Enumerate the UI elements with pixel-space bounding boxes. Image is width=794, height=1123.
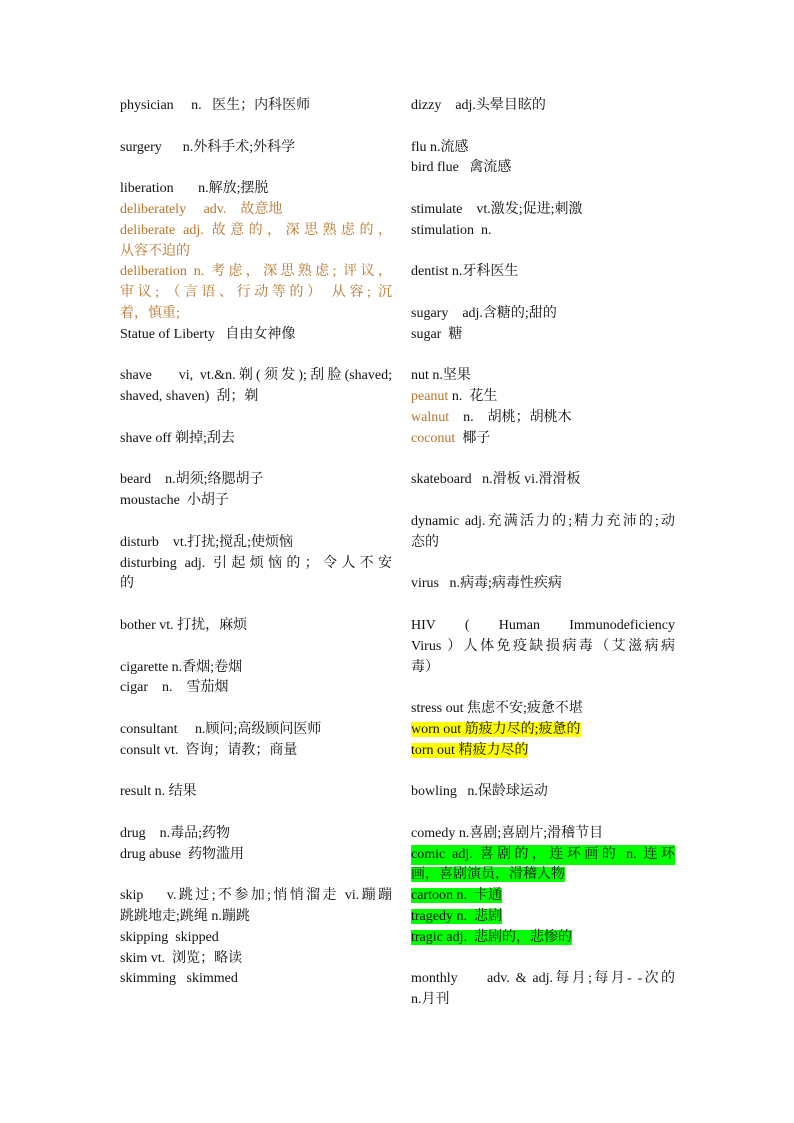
vocab-line: disturb vt.打扰;搅乱;使烦恼 — [120, 534, 294, 550]
vocab-line — [411, 408, 675, 429]
vocab-line: stress out 焦虑不安;疲惫不堪 — [411, 701, 583, 717]
vocab-line: liberation n.解放;摆脱 — [120, 181, 269, 197]
vocab-line: skip v.跳过;不参加;悄悄溜走 vi.蹦蹦 — [120, 888, 392, 904]
blank-line — [411, 117, 675, 138]
vocab-line: dentist n.牙科医生 — [411, 264, 519, 280]
vocab-line: monthly adv. & adj.每月;每月- -次的 — [411, 971, 675, 987]
vocab-line: skateboard n.滑板 vi.滑滑板 — [411, 472, 581, 488]
vocab-line: moustache 小胡子 — [120, 493, 229, 509]
vocab-line: bird flue 禽流感 — [411, 160, 512, 176]
vocab-line: drug abuse 药物滥用 — [120, 846, 245, 862]
blank-line — [120, 865, 392, 886]
vocab-line: bowling n.保龄球运动 — [411, 784, 548, 800]
vocab-line: bother vt. 打扰，麻烦 — [120, 617, 248, 633]
vocab-line: disturbing adj. 引起烦恼的；令人不安 — [120, 555, 392, 571]
vocab-line: 着，慎重; — [120, 305, 180, 321]
highlighted-text: worn out 筋疲力尽的;疲惫的 — [411, 721, 581, 737]
vocab-line: Statue of Liberty 自由女神像 — [120, 326, 296, 342]
vocab-line: surgery n.外科手术;外科学 — [120, 139, 296, 155]
vocab-line: 态的 — [411, 534, 439, 550]
highlighted-text: 画，喜剧演员，滑稽人物 — [411, 867, 565, 883]
blank-line — [411, 346, 675, 367]
blank-line — [120, 595, 392, 616]
vocab-line: flu n.流感 — [411, 139, 469, 155]
blank-line — [120, 699, 392, 720]
vocab-line: sugary adj.含糖的;甜的 — [411, 305, 557, 321]
blank-line — [120, 158, 392, 179]
vocab-line: 跳跳地走;跳绳 n.蹦跳 — [120, 909, 250, 925]
vocab-line: dynamic adj.充满活力的;精力充沛的;动 — [411, 513, 675, 529]
highlighted-text: comic adj. 喜剧的，连环画的 n. 连环 — [411, 845, 675, 866]
blank-line — [120, 762, 392, 783]
blank-line — [411, 595, 675, 616]
blank-line — [120, 408, 392, 429]
vocab-line — [411, 387, 675, 408]
vocab-line: 审议; （言语、行动等的） 从容; 沉 — [120, 285, 392, 301]
vocab-line: nut n.坚果 — [411, 368, 471, 384]
vocab-line: n.月刊 — [411, 992, 450, 1008]
vocab-line: comedy n.喜剧;喜剧片;滑稽节目 — [411, 825, 604, 841]
blank-line — [411, 179, 675, 200]
blank-line — [411, 283, 675, 304]
right-vocab-column — [411, 96, 675, 1011]
headword: peanut — [411, 389, 449, 405]
vocab-line: drug n.毒品;药物 — [120, 825, 231, 841]
vocab-line: 从容不迫的 — [120, 243, 190, 259]
definition: n. 花生 — [448, 389, 498, 405]
vocab-line: shave off 剃掉;刮去 — [120, 430, 235, 446]
definition: 椰子 — [455, 430, 491, 446]
headword: coconut — [411, 430, 456, 446]
vocab-line — [411, 865, 675, 886]
highlighted-text: torn out 精疲力尽的 — [411, 742, 529, 758]
vocab-line: 的 — [120, 576, 134, 592]
blank-line — [120, 512, 392, 533]
blank-line — [411, 762, 675, 783]
vocab-line: dizzy adj.头晕目眩的 — [411, 98, 546, 113]
vocab-line — [411, 741, 675, 762]
vocab-line — [411, 845, 675, 866]
vocab-line — [411, 907, 675, 928]
vocab-line: deliberate adj. 故意的，深思熟虑的， — [120, 222, 392, 238]
vocab-line: shave vi, vt.&n.剃(须发);刮脸(shaved; — [120, 368, 392, 384]
headword: walnut — [411, 409, 450, 425]
blank-line — [411, 678, 675, 699]
blank-line — [120, 803, 392, 824]
vocab-line: stimulation n. — [411, 222, 492, 238]
vocab-line: beard n.胡须;络腮胡子 — [120, 472, 264, 488]
vocab-line: skimming skimmed — [120, 971, 238, 987]
vocab-line: deliberately adv. 故意地 — [120, 201, 283, 217]
vocab-line — [411, 720, 675, 741]
vocab-line: 毒） — [411, 659, 439, 675]
vocab-line: skim vt. 浏览；略读 — [120, 950, 243, 966]
vocab-line — [411, 886, 675, 907]
vocab-line — [411, 928, 675, 949]
vocab-line: shaved, shaven) 刮；剃 — [120, 389, 259, 405]
vocab-line: Virus ）人体免疫缺损病毒（艾滋病病 — [411, 638, 675, 654]
vocab-line: physician n. 医生；内科医师 — [120, 98, 311, 113]
highlighted-text: cartoon n. 卡通 — [411, 888, 502, 904]
definition: n. 胡桃；胡桃木 — [449, 409, 572, 425]
highlighted-text: tragic adj. 悲剧的，悲惨的 — [411, 929, 572, 945]
left-vocab-column — [120, 96, 392, 990]
blank-line — [120, 637, 392, 658]
vocab-line: cigarette n.香烟;卷烟 — [120, 659, 243, 675]
blank-line — [120, 346, 392, 367]
blank-line — [120, 450, 392, 471]
blank-line — [411, 554, 675, 575]
vocab-line: skipping skipped — [120, 929, 219, 945]
blank-line — [411, 450, 675, 471]
blank-line — [411, 491, 675, 512]
highlighted-text: tragedy n. 悲剧 — [411, 909, 502, 925]
vocab-line — [411, 429, 675, 450]
vocab-line: consultant n.顾问;高级顾问医师 — [120, 721, 322, 737]
blank-line — [411, 803, 675, 824]
vocab-line: cigar n. 雪茄烟 — [120, 680, 229, 696]
blank-line — [411, 949, 675, 970]
vocab-line: sugar 糖 — [411, 326, 463, 342]
vocab-line: stimulate vt.激发;促进;刺激 — [411, 201, 583, 217]
vocab-line: deliberation n. 考虑，深思熟虑; 评议， — [120, 264, 392, 280]
blank-line — [120, 117, 392, 138]
vocab-line: consult vt. 咨询；请教；商量 — [120, 742, 298, 758]
vocab-line: HIV ( Human Immunodeficiency — [411, 617, 675, 633]
vocab-line: virus n.病毒;病毒性疾病 — [411, 576, 562, 592]
blank-line — [411, 242, 675, 263]
vocab-line: result n. 结果 — [120, 784, 197, 800]
